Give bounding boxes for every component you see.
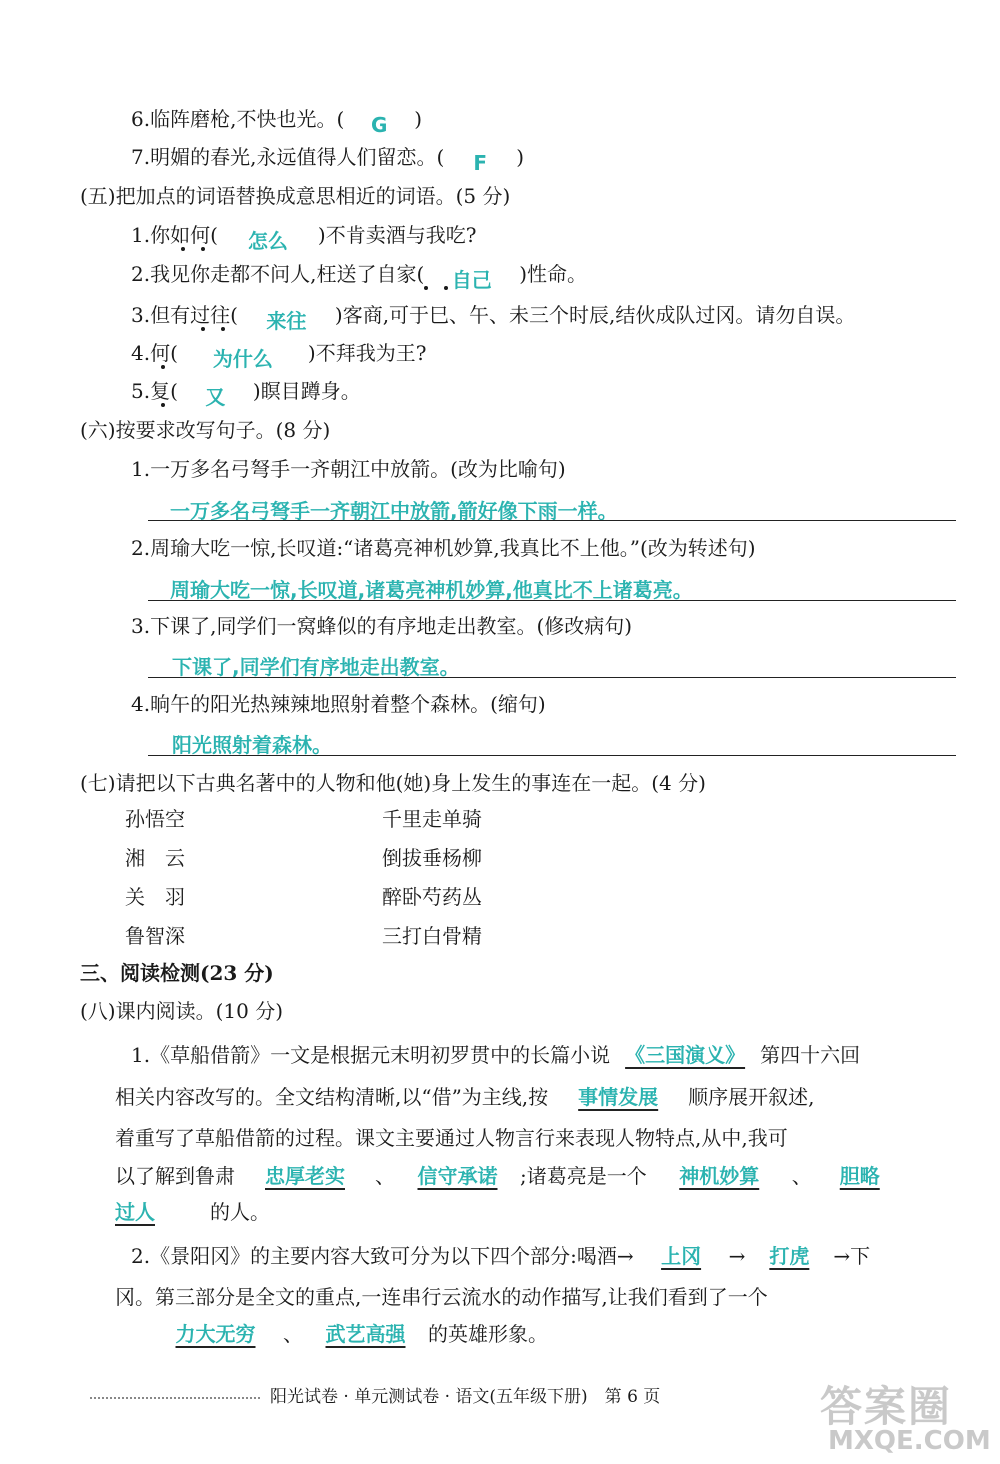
item-6: 6.临阵磨枪,不快也光。( G ) (131, 107, 423, 137)
event-3: 醉卧芍药丛 (382, 885, 482, 909)
sec5-item-5: 5.复( 又 )瞑目蹲身。 (131, 379, 361, 409)
item-6-text: 6.临阵磨枪,不快也光。( (131, 107, 345, 131)
sec5-item-4: 4.何( 为什么 )不拜我为王? (131, 341, 427, 371)
event-2: 倒拔垂杨柳 (382, 846, 482, 870)
blank-lusu-1: 忠厚老实 (265, 1164, 345, 1188)
p1-line-5: 过人 的人。 (115, 1200, 270, 1224)
sec6-question-1: 1.一万多名弓弩手一齐朝江中放箭。(改为比喻句) (131, 457, 566, 481)
p1-line-1: 1.《草船借箭》一文是根据元末明初罗贯中的长篇小说 《三国演义》 第四十六回 (131, 1043, 861, 1067)
p1-line-3: 着重写了草船借箭的过程。课文主要通过人物言行来表现人物特点,从中,我可 (115, 1126, 788, 1150)
blank-zhuge-2a: 胆略 (839, 1164, 880, 1188)
sec5-answer-4: 为什么 (212, 347, 273, 371)
footer-dots (90, 1397, 260, 1399)
event-1: 千里走单骑 (382, 807, 482, 831)
watermark-url: MXQE.COM (828, 1426, 991, 1456)
event-4: 三打白骨精 (382, 924, 482, 948)
sec5-answer-2: 自己 (451, 268, 492, 292)
sec6-answer-1: 一万多名弓弩手一齐朝江中放箭,箭好像下雨一样。 (170, 499, 618, 523)
sec6-answer-4: 阳光照射着森林。 (172, 733, 332, 757)
p2-line-1: 2.《景阳冈》的主要内容大致可分为以下四个部分:喝酒→ 上冈 → 打虎 →下 (131, 1244, 871, 1268)
sec6-answer-2: 周瑜大吃一惊,长叹道,诸葛亮神机妙算,他真比不上诸葛亮。 (170, 578, 693, 602)
section-8-title: (八)课内阅读。(10 分) (80, 999, 284, 1023)
blank-hero-1: 力大无穷 (175, 1322, 256, 1346)
sec5-item-1: 1.你如何( 怎么 )不肯卖酒与我吃? (131, 223, 477, 253)
sec6-answer-3: 下课了,同学们有序地走出教室。 (172, 655, 460, 679)
blank-lusu-2: 信守承诺 (417, 1164, 498, 1188)
sec5-item-2: 2.我见你走都不问人,枉送了自家( 自己 )性命。 (131, 262, 588, 292)
answer-6: G (371, 113, 388, 137)
sec5-answer-3: 来往 (266, 309, 307, 333)
sec5-item-3: 3.但有过往( 来往 )客商,可于巳、午、未三个时辰,结伙成队过冈。请勿自误。 (131, 303, 856, 333)
section-6-title: (六)按要求改写句子。(8 分) (80, 418, 331, 442)
blank-zhuge-2b: 过人 (115, 1200, 155, 1224)
p2-line-2: 冈。第三部分是全文的重点,一连串行云流水的动作描写,让我们看到了一个 (115, 1285, 768, 1309)
section-5-title: (五)把加点的词语替换成意思相近的词语。(5 分) (80, 184, 511, 208)
item-7-text: 7.明媚的春光,永远值得人们留恋。( (131, 145, 445, 169)
answer-line-2 (148, 600, 956, 601)
sec6-question-2: 2.周瑜大吃一惊,长叹道:“诸葛亮神机妙算,我真比不上他。”(改为转述句) (131, 536, 756, 560)
part-3-title: 三、阅读检测(23 分) (80, 961, 274, 985)
answer-7: F (473, 151, 488, 175)
p2-line-3: 力大无穷 、 武艺高强 的英雄形象。 (148, 1324, 548, 1344)
blank-order: 事情发展 (578, 1085, 659, 1109)
footer-text: 阳光试卷 · 单元测试卷 · 语文(五年级下册) 第 6 页 (270, 1387, 661, 1407)
person-1: 孙悟空 (125, 807, 185, 831)
sec5-answer-1: 怎么 (247, 229, 288, 253)
sec5-answer-5: 又 (205, 385, 226, 409)
blank-part-2: 上冈 (661, 1244, 702, 1268)
blank-zhuge-1: 神机妙算 (679, 1164, 760, 1188)
page-footer (90, 1382, 660, 1407)
person-2: 湘 云 (125, 846, 185, 870)
section-7-title: (七)请把以下古典名著中的人物和他(她)身上发生的事连在一起。(4 分) (80, 771, 706, 795)
answer-line-1 (148, 520, 956, 521)
answer-line-4 (148, 755, 956, 756)
answer-line-3 (148, 677, 956, 678)
p1-line-4: 以了解到鲁肃 忠厚老实 、 信守承诺 ;诸葛亮是一个 神机妙算 、 胆略 (115, 1164, 880, 1188)
blank-part-3: 打虎 (769, 1244, 810, 1268)
blank-hero-2: 武艺高强 (325, 1322, 406, 1346)
person-4: 鲁智深 (125, 924, 185, 948)
watermark-logo: 答案圈 (820, 1382, 953, 1431)
sec6-question-4: 4.晌午的阳光热辣辣地照射着整个森林。(缩句) (131, 692, 546, 716)
person-3: 关 羽 (125, 885, 185, 909)
blank-novel: 《三国演义》 (625, 1043, 746, 1067)
item-7: 7.明媚的春光,永远值得人们留恋。( F ) (131, 145, 525, 175)
sec6-question-3: 3.下课了,同学们一窝蜂似的有序地走出教室。(修改病句) (131, 614, 633, 638)
p1-line-2: 相关内容改写的。全文结构清晰,以“借”为主线,按 事情发展 顺序展开叙述, (115, 1085, 815, 1109)
